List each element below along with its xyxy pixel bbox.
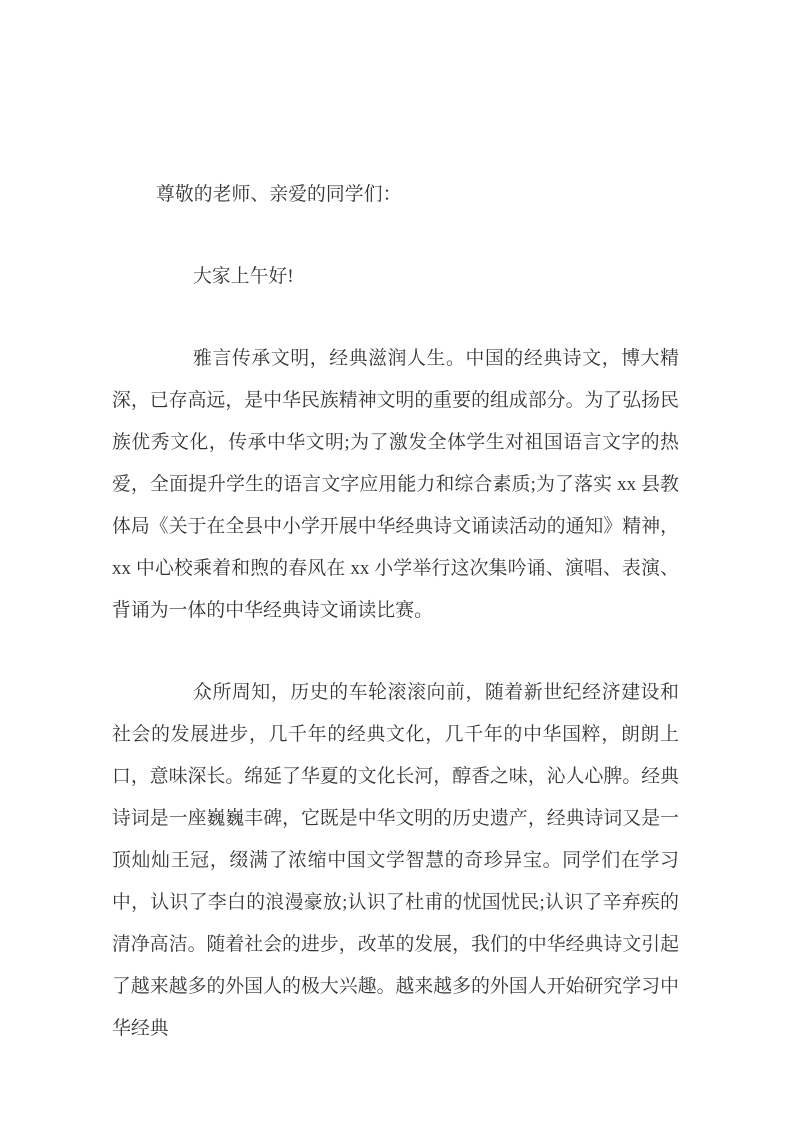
paragraph-body-1: 雅言传承文明，经典滋润人生。中国的经典诗文，博大精深，已存高远，是中华民族精神文明的重要的组成部分。为了弘扬民族优秀文化，传承中华文明;为了激发全体学生对祖国语言文字的热爱，全面提升学生的语言文字应用能力和综合素质;为了落实 xx 县教体局《关于在全县中小学开展中华经典诗文诵读活动的通知》精神，xx 中心校乘着和煦的春风在 xx 小学举行这次集吟诵、演唱、表演、背诵为一体的中华经典诗文诵读比赛。 — [112, 348, 679, 621]
paragraph-body-2: 众所周知，历史的车轮滚滚向前，随着新世纪经济建设和社会的发展进步，几千年的经典文化，几千年的中华国粹，朗朗上口，意味深长。绵延了华夏的文化长河，醇香之味，沁人心脾。经典诗词是一座巍巍丰碑，它既是中华文明的历史遗产，经典诗词又是一顶灿灿王冠，缀满了浓缩中国文学智慧的奇珍异宝。同学们在学习中，认识了李白的浪漫豪放;认识了杜甫的忧国忧民;认识了辛弃疾的清净高洁。随着社会的进步，改革的发展，我们的中华经典诗文引起了越来越多的外国人的极大兴趣。越来越多的外国人开始研究学习中华经典 — [112, 682, 679, 1039]
paragraph-greeting: 大家上午好! — [193, 266, 294, 287]
document-content — [112, 174, 679, 1050]
paragraph-salutation: 尊敬的老师、亲爱的同学们： — [156, 184, 402, 205]
